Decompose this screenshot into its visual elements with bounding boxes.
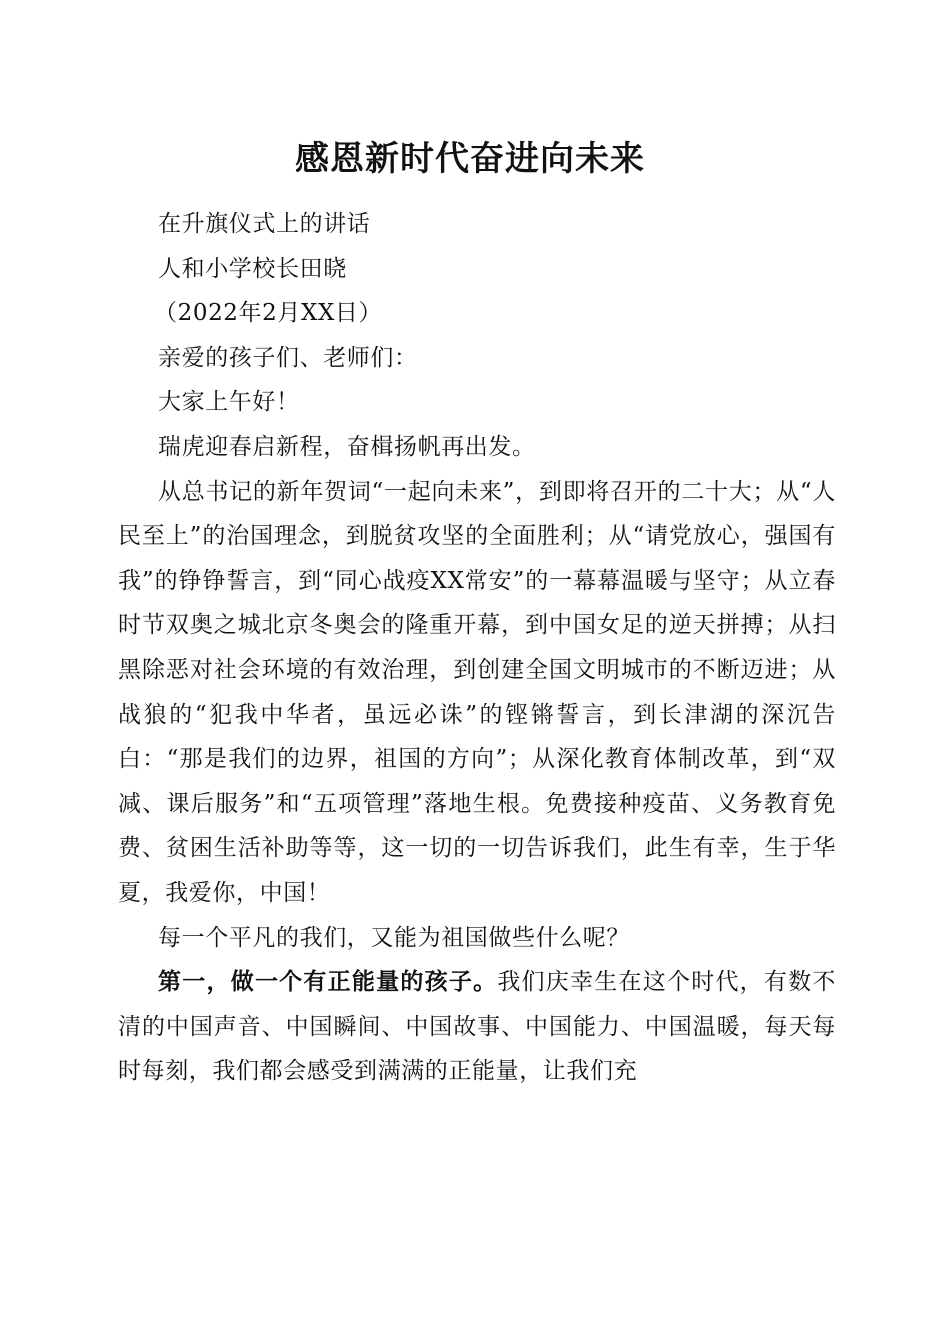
speaker-line: 人和小学校长田晓 <box>158 255 347 282</box>
date-line: （2022年2月XX日） <box>154 300 383 327</box>
greeting: 大家上午好！ <box>158 389 300 416</box>
document-body <box>118 202 836 1094</box>
point-one-text: 我们庆幸生在这个时代，有数不清的中国声音、中国瞬间、中国故事、中国能力、中国温暖，每天每时每刻，我们都会感受到满满的正能量，让我们充 <box>118 969 836 1085</box>
speech-subtitle: 在升旗仪式上的讲话 <box>158 211 371 237</box>
question-paragraph: 每一个平凡的我们，又能为祖国做些什么呢？ <box>158 924 630 951</box>
document-title: 感恩新时代奋进向未来 <box>295 139 645 179</box>
opening-line: 瑞虎迎春启新程，奋楫扬帆再出发。 <box>158 433 536 460</box>
salutation: 亲爱的孩子们、老师们： <box>158 344 418 371</box>
point-one-paragraph <box>118 960 836 1094</box>
main-paragraph: 从总书记的新年贺词“一起向未来”，到即将召开的二十大；从“人民至上”的治国理念，到脱贫攻坚的全面胜利；从“请党放心，强国有我”的铮铮誓言，到“同心战疫XX常安”的一幕幕温暖与坚守；从立春时节双奥之城北京冬奥会的隆重开幕，到中国女足的逆天拼搏；从扫黑除恶对社会环境的有效治理，到创建全国文明城市的不断迈进；从战狼的“犯我中华者，虽远必诛”的铿锵誓言，到长津湖的深沉告白：“那是我们的边界，祖国的方向”；从深化教育体制改革，到“双减、课后服务”和“五项管理”落地生根。免费接种疫苗、义务教育免费、贫困生活补助等等，这一切的一切告诉我们，此生有幸，生于华夏，我爱你，中国！ <box>118 478 836 906</box>
point-one-heading: 第一，做一个有正能量的孩子。 <box>158 968 498 996</box>
